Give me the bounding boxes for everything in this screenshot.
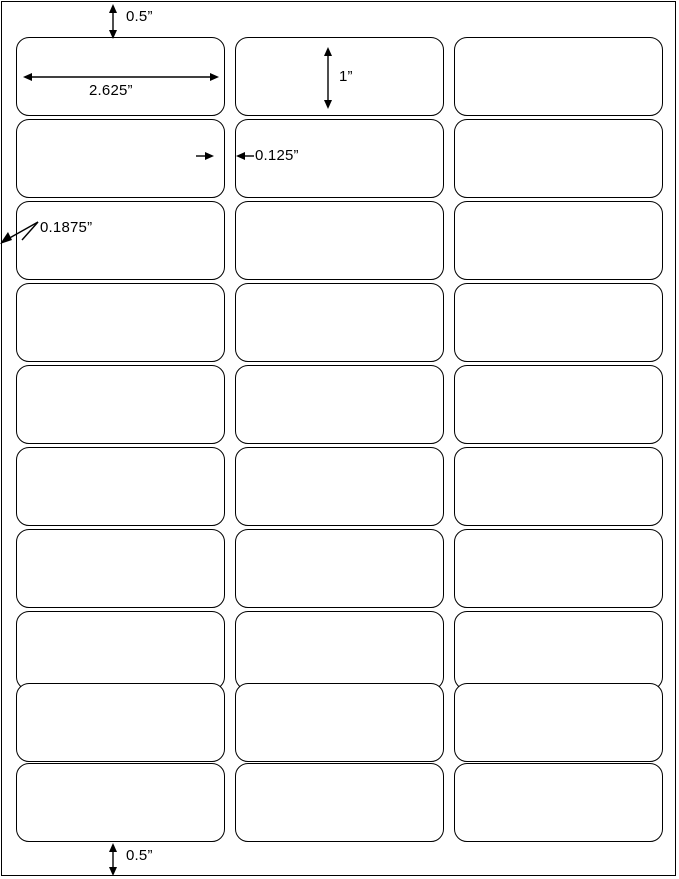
label-r7-c3 xyxy=(454,529,663,608)
label-r10-c1 xyxy=(16,763,225,842)
label-r9-c3 xyxy=(454,683,663,762)
label-r6-c2 xyxy=(235,447,444,526)
horizontal-gap-arrow-right xyxy=(236,150,254,162)
label-height-arrow xyxy=(320,47,336,109)
label-height-label: 1” xyxy=(339,68,353,85)
horizontal-gap-arrow-left xyxy=(196,150,214,162)
label-width-label: 2.625” xyxy=(89,82,133,99)
top-margin-arrow xyxy=(104,4,124,38)
label-r2-c1 xyxy=(16,119,225,198)
label-r9-c1 xyxy=(16,683,225,762)
label-r9-c2 xyxy=(235,683,444,762)
label-r10-c3 xyxy=(454,763,663,842)
label-r3-c2 xyxy=(235,201,444,280)
label-r4-c3 xyxy=(454,283,663,362)
label-r3-c3 xyxy=(454,201,663,280)
label-r5-c2 xyxy=(235,365,444,444)
label-r8-c1 xyxy=(16,611,225,690)
bottom-margin-label: 0.5” xyxy=(126,847,153,864)
label-r4-c2 xyxy=(235,283,444,362)
label-r8-c3 xyxy=(454,611,663,690)
label-r1-c3 xyxy=(454,37,663,116)
label-r3-c1 xyxy=(16,201,225,280)
label-r7-c1 xyxy=(16,529,225,608)
left-margin-label: 0.1875” xyxy=(40,219,93,236)
left-margin-arrow xyxy=(0,218,42,244)
label-r5-c3 xyxy=(454,365,663,444)
label-r10-c2 xyxy=(235,763,444,842)
label-r2-c3 xyxy=(454,119,663,198)
label-r5-c1 xyxy=(16,365,225,444)
bottom-margin-arrow xyxy=(104,843,124,875)
label-r7-c2 xyxy=(235,529,444,608)
label-r8-c2 xyxy=(235,611,444,690)
top-margin-label: 0.5” xyxy=(126,8,153,25)
label-r4-c1 xyxy=(16,283,225,362)
label-r6-c3 xyxy=(454,447,663,526)
label-r6-c1 xyxy=(16,447,225,526)
horizontal-gap-label: 0.125” xyxy=(255,147,299,164)
